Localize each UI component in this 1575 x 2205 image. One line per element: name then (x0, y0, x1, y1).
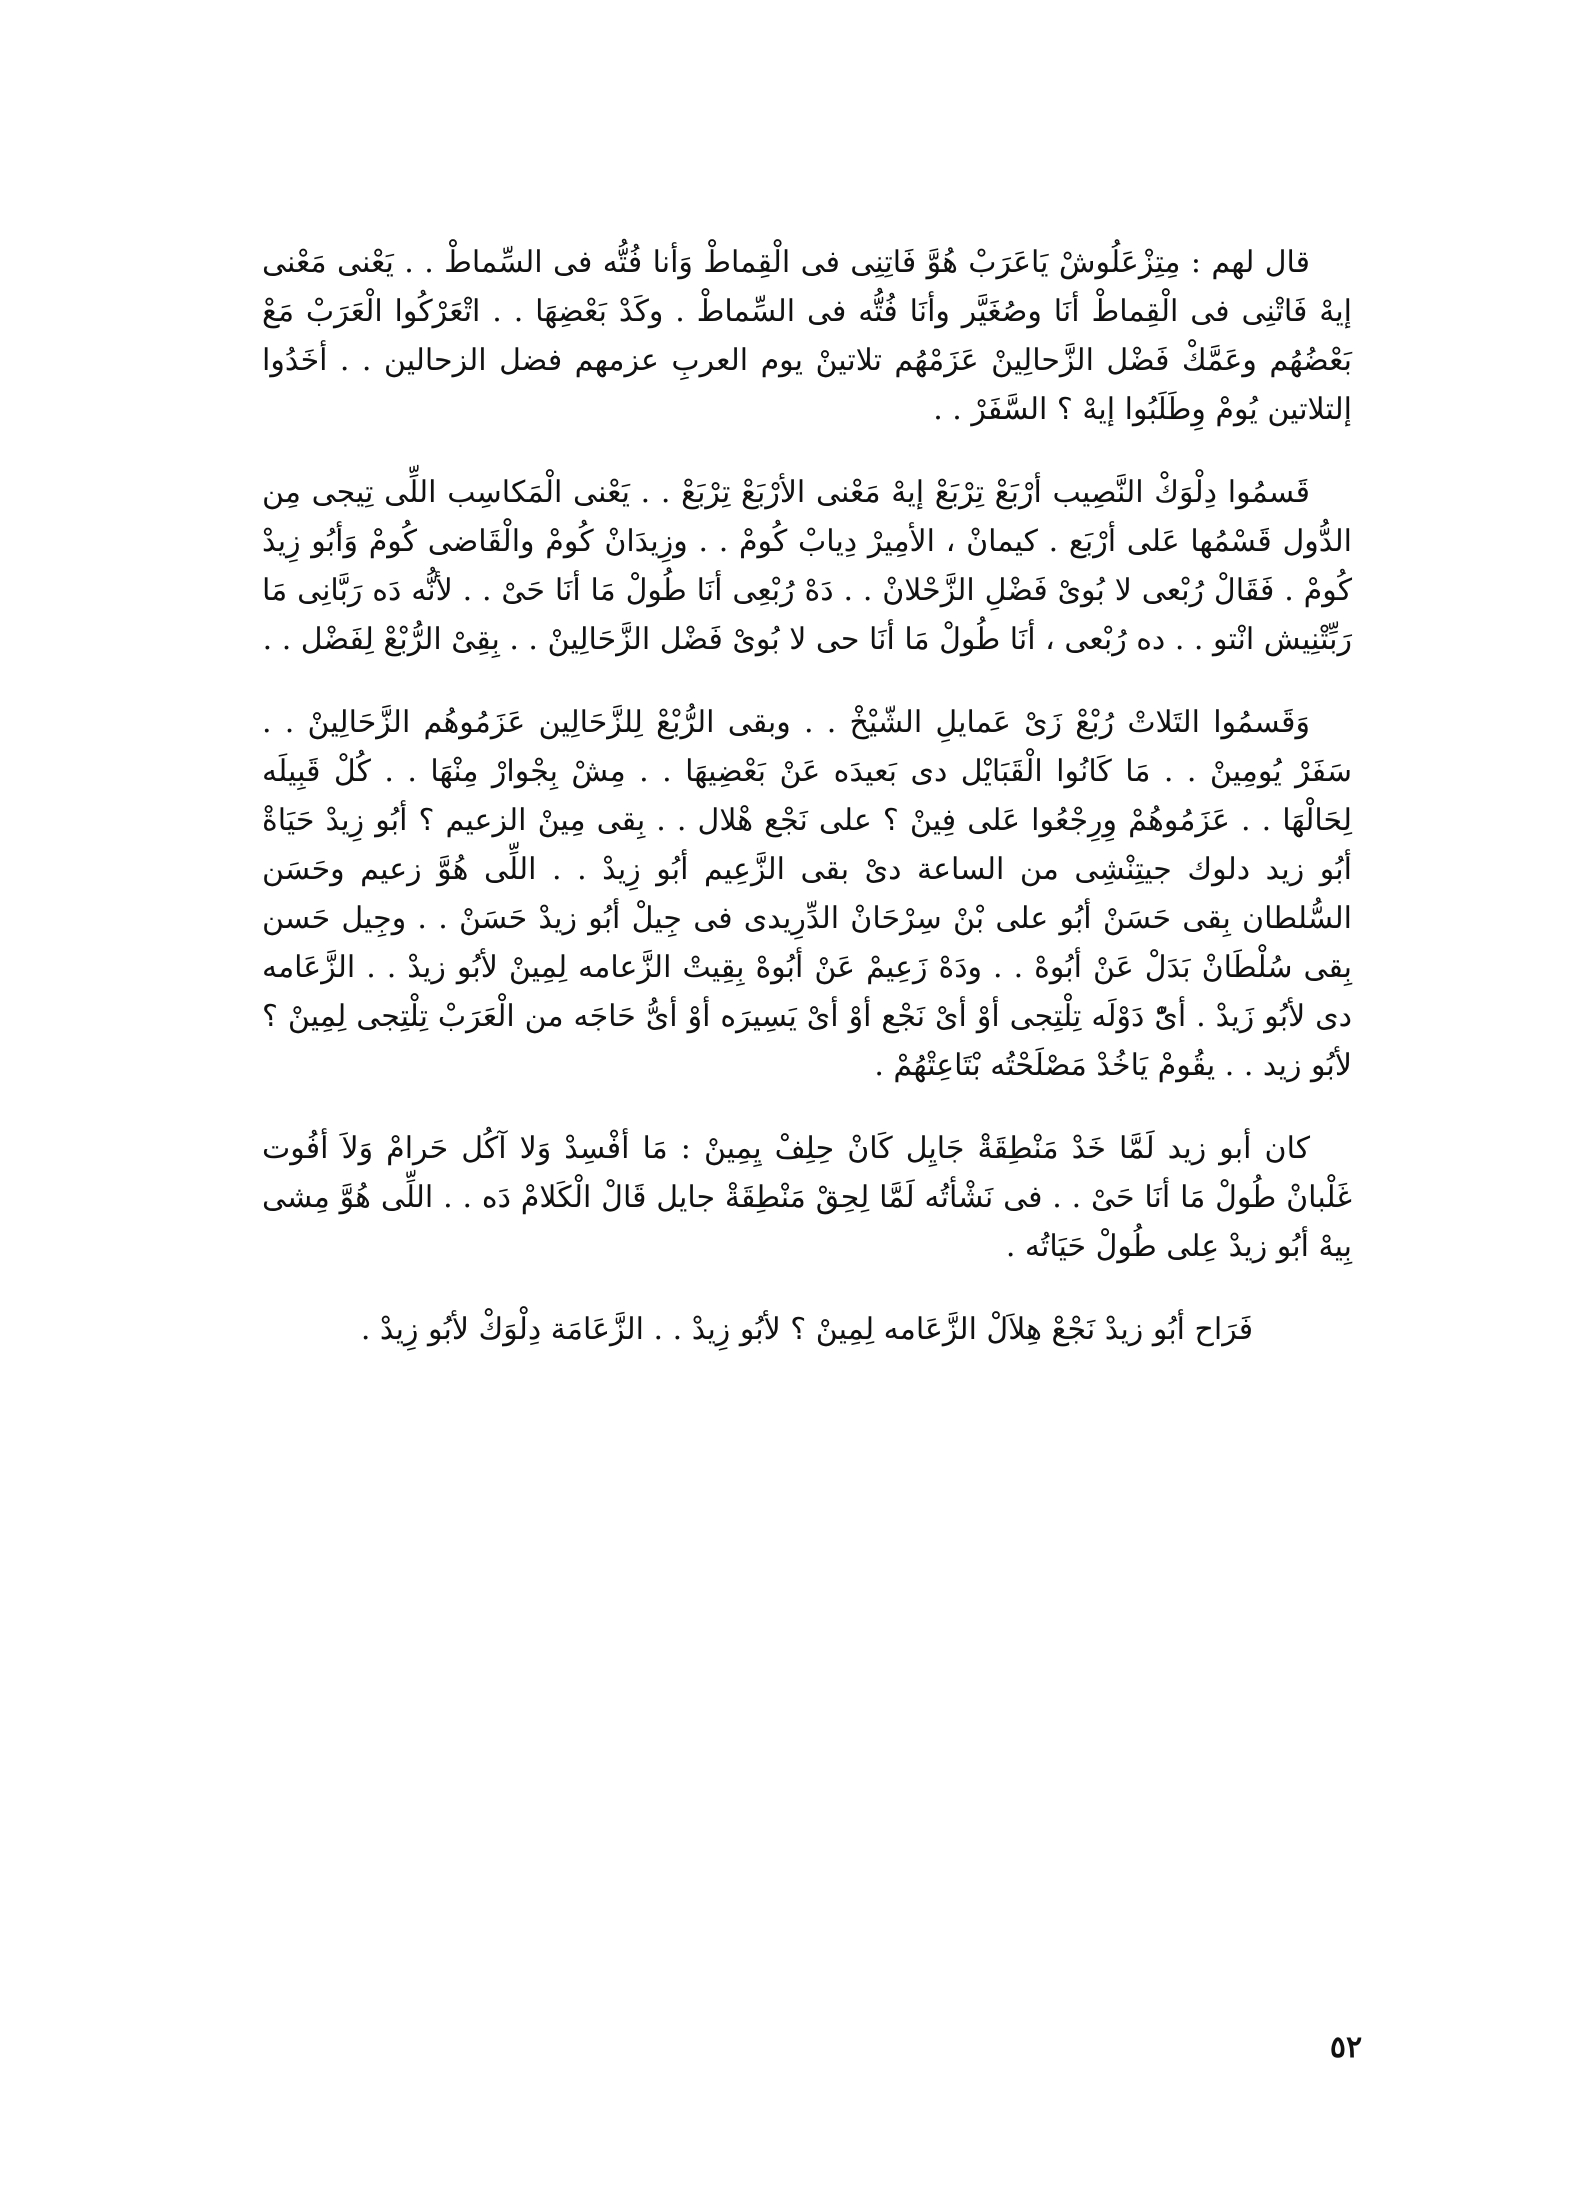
paragraph-2: قَسمُوا دِلْوَكْ النَّصِيب أرْبَعْ تِرْبَعْ إيهْ مَعْنى الأرْبَعْ تِرْبَعْ . . يَعْنى الْمَكاسِب اللِّى تِيجى مِن الدُّول قَسْمُها عَلى أرْبَع . كيمانْ ، الأمِيرْ دِيابْ كُومْ . . وزِيدَانْ كُومْ والْقَاضى كُومْ وَأبُو زِيدْ كُومْ . فَقَالْ رُبْعى لا بُوىْ فَضْلِ الزَّحْلانْ . . دَهْ رُبْعِى أنَا طُولْ مَا أنَا حَىْ . . لأنُّه دَه رَبَّانِى مَا رَبِّتْنِيش انْتو . . ده رُبْعى ، أنَا طُولْ مَا أنَا حى لا بُوىْ فَضْل الزَّحَالِينْ . . بِقِىْ الرُّبْعْ لِفَضْل . . (262, 475, 1352, 657)
page-number: ٥٢ (1329, 2030, 1363, 2065)
paragraph-1: قال لهم : مِتِزْعَلُوشْ يَاعَرَبْ هُوَّ فَاتِنِى فى الْقِماطْ وَأنا فُتُّه فى السِّماطْ . . يَعْنى مَعْنى إيهْ فَاتْنِى فى الْقِماطْ أنَا وصُغَيَّر وأنَا فُتُّه فى السِّماطْ . وكَدْ بَعْضِهَا . . اتْعَرْكُوا الْعَرَبْ مَعْ بَعْضُهُم وعَمَّكْ فَضْل الزَّحالِينْ عَزَمْهُم تلاتينْ يوم العربِ عزمهم فضل الزحالين . . أخَدُوا إلتلاتين يُومْ وِطَلَبُوا إيهْ ؟ السَّفَرْ . . (262, 245, 1352, 427)
paragraph-4: كان أبو زيد لَمَّا خَدْ مَنْطِقَةْ جَايِل كَانْ حِلِفْ يِمِينْ : مَا أفْسِدْ وَلا آكُل حَرامْ وَلاَ أفُوت غَلْبانْ طُولْ مَا أنَا حَىْ . . فى نَشْأتُه لَمَّا لِحِقْ مَنْطِقَةْ جايل قَالْ الْكَلامْ دَه . . اللِّى هُوَّ مِشى بِيهْ أبُو زيدْ عِلى طُولْ حَيَاتُه . (262, 1131, 1352, 1264)
paragraph-3: وَقَسمُوا التَلاتْ رُبْعْ زَىْ عَمايلِ الشّيْخْ . . وبقى الرُّبْعْ لِلزَّحَالِين عَزَمُوهُم الزَّحَالِينْ . . سَفَرْ يُومِينْ . . مَا كَانُوا الْقَبَايْل دى بَعيدَه عَنْ بَعْضِيهَا . . مِشْ بِجْوارْ مِنْهَا . . كُلْ قَبِيلَه لِحَالْهَا . . عَزَمُوهُمْ وِرِجْعُوا عَلى فِينْ ؟ على نَجْع هْلال . . بِقى مِينْ الزعيم ؟ أبُو زِيدْ حَيَاةْ أبُو زيد دلوك جيتِنْشِى من الساعة دىْ بقى الزَّعِيم أبُو زِيدْ . . اللِّى هُوَّ زعيم وحَسَن السُّلطان بِقى حَسَنْ أبُو على بْنْ سِرْحَانْ الدِّرِيدى فى جِيلْ أبُو زيدْ حَسَنْ . . وجِيل حَسن بِقى سُلْطَانْ بَدَلْ عَنْ أبُوهْ . . ودَهْ زَعِيمْ عَنْ أبُوهْ بِقِيتْ الزَّعامه لِمِينْ لأبُو زيدْ . . الزَّعَامه دى لأبُو زَيدْ . أىّْ دَوْلَه تِلْتِجى أوْ أىْ نَجْع أوْ أىْ يَسِيرَه أوْ أىُّ حَاجَه من الْعَرَبْ تِلْتِجى لِمِينْ ؟ لأبُو زيد . . يقُومْ يَاخُدْ مَصْلَحْتُه بْتَاعِتْهُمْ . (262, 705, 1352, 1083)
paragraph-5: فَرَاح أبُو زيدْ نَجْعْ هِلاَلْ الزَّعَامه لِمِينْ ؟ لأبُو زِيدْ . . الزَّعَامَة دِلْوَكْ لأبُو زِيدْ . (360, 1312, 1254, 1347)
body-text (262, 238, 1352, 1388)
